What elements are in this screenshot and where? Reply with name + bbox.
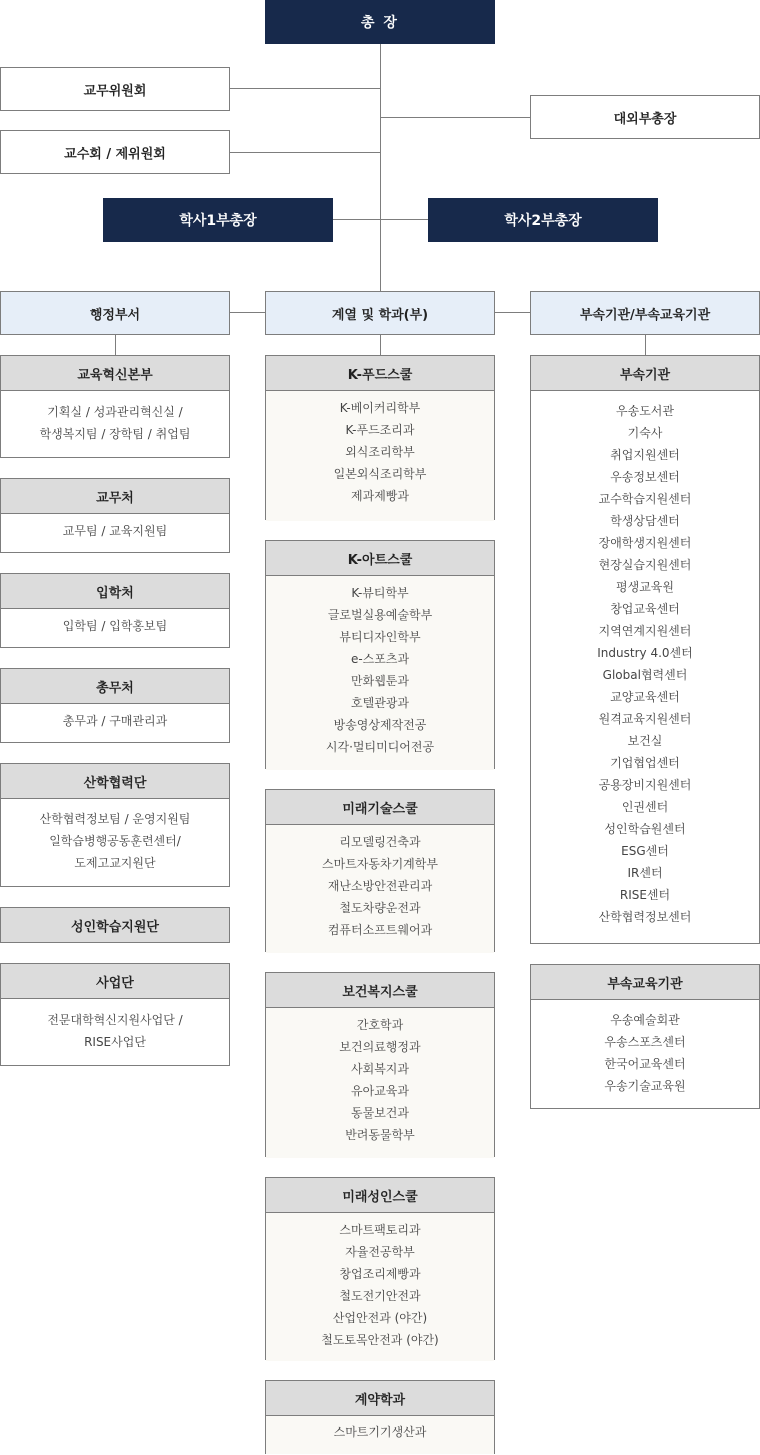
school-item: 재난소방안전관리과 bbox=[327, 879, 433, 893]
school-item: 사회복지과 bbox=[351, 1062, 409, 1076]
connector-line bbox=[380, 44, 381, 292]
connector-line bbox=[229, 312, 265, 313]
affiliated-item: 학생상담센터 bbox=[610, 514, 680, 528]
school-body bbox=[266, 1213, 494, 1361]
admin-unit-title: 입학처 bbox=[1, 574, 229, 609]
affiliated-item: 우송도서관 bbox=[616, 404, 674, 418]
school-item: 산업안전과 (야간) bbox=[332, 1311, 428, 1325]
school-item: 시각·멀티미디어전공 bbox=[325, 740, 435, 754]
affiliated-item: 기숙사 bbox=[627, 426, 663, 440]
affiliated-body bbox=[531, 391, 759, 928]
school-item: 유아교육과 bbox=[351, 1084, 409, 1098]
admin-unit-body bbox=[1, 609, 229, 637]
affiliated-item: Global협력센터 bbox=[602, 668, 688, 682]
school-body bbox=[266, 1008, 494, 1158]
school-title: 미래기술스쿨 bbox=[266, 790, 494, 825]
school-item: 만화웹툰과 bbox=[351, 674, 409, 688]
school-item: 반려동물학부 bbox=[345, 1128, 415, 1142]
affiliated-box bbox=[530, 355, 760, 944]
school-item: 동물보건과 bbox=[351, 1106, 409, 1120]
external-vp-box: 대외부총장 bbox=[530, 95, 760, 139]
school-item: 컴퓨터소프트웨어과 bbox=[327, 923, 433, 937]
affiliated-item: 지역연계지원센터 bbox=[598, 624, 692, 638]
affiliated-item: Industry 4.0센터 bbox=[597, 646, 693, 660]
school-title: K-푸드스쿨 bbox=[266, 356, 494, 391]
affiliated-title: 부속교육기관 bbox=[531, 965, 759, 1000]
school-item: 스마트팩토리과 bbox=[339, 1223, 421, 1237]
admin-unit bbox=[0, 668, 230, 743]
school-item: 자율전공학부 bbox=[345, 1245, 415, 1259]
school-item: 리모델링건축과 bbox=[339, 835, 421, 849]
affiliated-item: ESG센터 bbox=[621, 844, 669, 858]
connector-line bbox=[115, 334, 116, 355]
affiliated-item: 장애학생지원센터 bbox=[598, 536, 692, 550]
school-item: K-뷰티학부 bbox=[351, 586, 409, 600]
admin-unit-item: 도제고교지원단 bbox=[74, 856, 156, 870]
school-item: 창업조리제빵과 bbox=[339, 1267, 421, 1281]
affiliated-item: 공용장비지원센터 bbox=[598, 778, 692, 792]
admin-unit-item: 교무팀 / 교육지원팀 bbox=[62, 524, 168, 538]
connector-line bbox=[229, 152, 380, 153]
school-item: 글로벌실용예술학부 bbox=[327, 608, 433, 622]
connector-line bbox=[229, 88, 380, 89]
affiliated-box bbox=[530, 964, 760, 1109]
admin-unit-item: 전문대학혁신지원사업단 / bbox=[47, 1013, 183, 1027]
admin-unit-title: 교육혁신본부 bbox=[1, 356, 229, 391]
admin-unit-item: 총무과 / 구매관리과 bbox=[62, 714, 168, 728]
school-title: 계약학과 bbox=[266, 1381, 494, 1416]
affiliated-item: 취업지원센터 bbox=[610, 448, 680, 462]
affiliated-item: 교수학습지원센터 bbox=[598, 492, 692, 506]
school-title: K-아트스쿨 bbox=[266, 541, 494, 576]
faculty-council-box: 교수회 / 제위원회 bbox=[0, 130, 230, 174]
school-item: 철도전기안전과 bbox=[339, 1289, 421, 1303]
admin-unit-body bbox=[1, 999, 229, 1053]
academic-vp2-box: 학사2부총장 bbox=[428, 198, 658, 242]
school-item: 뷰티디자인학부 bbox=[339, 630, 421, 644]
school-body bbox=[266, 825, 494, 953]
affiliated-item: 교양교육센터 bbox=[610, 690, 680, 704]
admin-unit-item: 기획실 / 성과관리혁신실 / bbox=[47, 405, 183, 419]
school-item: 철도토목안전과 (야간) bbox=[321, 1333, 439, 1347]
school-item: 철도차량운전과 bbox=[339, 901, 421, 915]
connector-line bbox=[381, 117, 530, 118]
school-item: 방송영상제작전공 bbox=[333, 718, 427, 732]
admin-unit bbox=[0, 907, 230, 943]
admin-unit-body bbox=[1, 514, 229, 542]
school-item: K-베이커리학부 bbox=[339, 401, 421, 415]
school-box bbox=[265, 1177, 495, 1360]
admin-unit-item: 학생복지팀 / 장학팀 / 취업팀 bbox=[39, 427, 191, 441]
affiliated-title: 부속기관 bbox=[531, 356, 759, 391]
connector-line bbox=[332, 219, 428, 220]
admin-unit bbox=[0, 478, 230, 553]
school-body bbox=[266, 391, 494, 521]
affiliated-body bbox=[531, 1000, 759, 1097]
academic-vp1-box: 학사1부총장 bbox=[103, 198, 333, 242]
connector-line bbox=[645, 334, 646, 355]
affiliated-item: 산학협력정보센터 bbox=[598, 910, 692, 924]
affiliated-item: 한국어교육센터 bbox=[604, 1057, 686, 1071]
admin-unit-item: 입학팀 / 입학홍보팀 bbox=[62, 619, 168, 633]
admin-unit bbox=[0, 355, 230, 458]
president-box: 총 장 bbox=[265, 0, 495, 44]
connector-line bbox=[380, 334, 381, 355]
school-box bbox=[265, 355, 495, 520]
admin-unit-title: 산학협력단 bbox=[1, 764, 229, 799]
affiliated-item: 우송정보센터 bbox=[610, 470, 680, 484]
academic-category-box: 계열 및 학과(부) bbox=[265, 291, 495, 335]
academic-affairs-committee-box: 교무위원회 bbox=[0, 67, 230, 111]
affiliated-item: 우송기술교육원 bbox=[604, 1079, 686, 1093]
affiliated-item: 기업협업센터 bbox=[610, 756, 680, 770]
affiliated-item: 보건실 bbox=[627, 734, 663, 748]
school-item: 일본외식조리학부 bbox=[333, 467, 427, 481]
admin-unit-body bbox=[1, 799, 229, 874]
school-item: 간호학과 bbox=[356, 1018, 404, 1032]
affiliated-item: 창업교육센터 bbox=[610, 602, 680, 616]
school-title: 보건복지스쿨 bbox=[266, 973, 494, 1008]
admin-unit-item: 산학협력정보팀 / 운영지원팀 bbox=[39, 812, 191, 826]
admin-unit-item: RISE사업단 bbox=[84, 1035, 146, 1049]
school-box bbox=[265, 540, 495, 769]
admin-unit-title: 사업단 bbox=[1, 964, 229, 999]
admin-unit-title: 교무처 bbox=[1, 479, 229, 514]
affiliated-category-box: 부속기관/부속교육기관 bbox=[530, 291, 760, 335]
affiliated-item: 원격교육지원센터 bbox=[598, 712, 692, 726]
school-item: 호텔관광과 bbox=[351, 696, 409, 710]
affiliated-item: 인권센터 bbox=[621, 800, 669, 814]
admin-unit bbox=[0, 573, 230, 648]
admin-unit-title: 총무처 bbox=[1, 669, 229, 704]
admin-unit-title: 성인학습지원단 bbox=[1, 908, 229, 942]
school-title: 미래성인스쿨 bbox=[266, 1178, 494, 1213]
affiliated-item: 현장실습지원센터 bbox=[598, 558, 692, 572]
admin-category-box: 행정부서 bbox=[0, 291, 230, 335]
admin-unit bbox=[0, 763, 230, 887]
school-box bbox=[265, 1380, 495, 1454]
school-item: e-스포츠과 bbox=[350, 652, 410, 666]
school-box bbox=[265, 789, 495, 952]
affiliated-item: 우송예술회관 bbox=[610, 1013, 680, 1027]
affiliated-item: RISE센터 bbox=[619, 888, 671, 902]
affiliated-item: IR센터 bbox=[627, 866, 663, 880]
admin-unit-item: 일학습병행공동훈련센터/ bbox=[49, 834, 181, 848]
admin-unit-body bbox=[1, 704, 229, 732]
school-item: K-푸드조리과 bbox=[345, 423, 415, 437]
school-body bbox=[266, 1416, 494, 1454]
school-item: 제과제빵과 bbox=[351, 489, 409, 503]
school-body bbox=[266, 576, 494, 770]
school-item: 스마트기기생산과 bbox=[333, 1425, 427, 1439]
affiliated-item: 성인학습원센터 bbox=[604, 822, 686, 836]
school-box bbox=[265, 972, 495, 1157]
school-item: 외식조리학부 bbox=[345, 445, 415, 459]
affiliated-item: 평생교육원 bbox=[616, 580, 674, 594]
school-item: 스마트자동차기계학부 bbox=[322, 857, 438, 871]
affiliated-item: 우송스포츠센터 bbox=[604, 1035, 686, 1049]
school-item: 보건의료행정과 bbox=[339, 1040, 421, 1054]
admin-unit-body bbox=[1, 391, 229, 445]
connector-line bbox=[494, 312, 530, 313]
admin-unit bbox=[0, 963, 230, 1066]
